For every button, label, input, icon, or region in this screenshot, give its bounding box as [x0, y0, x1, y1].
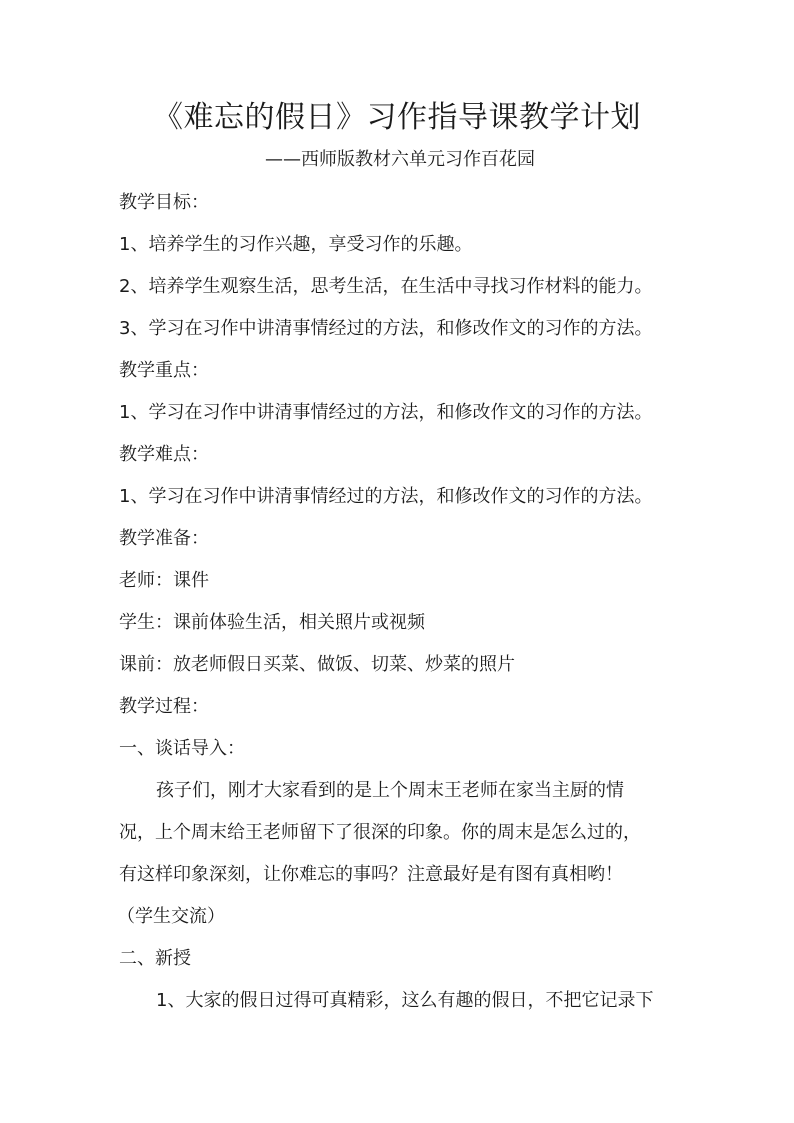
heading-key-points: 教学重点： [119, 360, 209, 381]
section-2-paragraph: 1、大家的假日过得可真精彩，这么有趣的假日，不把它记录下 [156, 990, 654, 1011]
body-paragraph-line-1: 孩子们，刚才大家看到的是上个周末王老师在家当主厨的情 [156, 780, 624, 801]
body-paragraph-line-3: 有这样印象深刻，让你难忘的事吗？注意最好是有图有真相哟！ [119, 864, 623, 885]
heading-difficulties: 教学难点： [119, 444, 209, 465]
goal-item-1: 1、培养学生的习作兴趣，享受习作的乐趣。 [119, 234, 473, 255]
prep-student: 学生：课前体验生活，相关照片或视频 [119, 612, 425, 633]
heading-process: 教学过程： [119, 696, 209, 717]
body-paragraph-line-2: 况，上个周末给王老师留下了很深的印象。你的周末是怎么过的， [119, 822, 641, 843]
document-subtitle: ——西师版教材六单元习作百花园 [265, 149, 535, 170]
goal-item-3: 3、学习在习作中讲清事情经过的方法，和修改作文的习作的方法。 [119, 318, 653, 339]
prep-teacher: 老师：课件 [119, 570, 209, 591]
goal-item-2: 2、培养学生观察生活，思考生活，在生活中寻找习作材料的能力。 [119, 276, 653, 297]
difficulty-item-1: 1、学习在习作中讲清事情经过的方法，和修改作文的习作的方法。 [119, 486, 653, 507]
student-exchange-note: （学生交流） [117, 906, 225, 927]
heading-teaching-goals: 教学目标： [119, 192, 209, 213]
heading-preparation: 教学准备： [119, 528, 209, 549]
document-title: 《难忘的假日》习作指导课教学计划 [153, 100, 641, 135]
prep-before-class: 课前：放老师假日买菜、做饭、切菜、炒菜的照片 [119, 654, 515, 675]
key-point-item-1: 1、学习在习作中讲清事情经过的方法，和修改作文的习作的方法。 [119, 402, 653, 423]
section-1-heading: 一、谈话导入： [119, 738, 245, 759]
section-2-heading: 二、新授 [119, 948, 191, 969]
